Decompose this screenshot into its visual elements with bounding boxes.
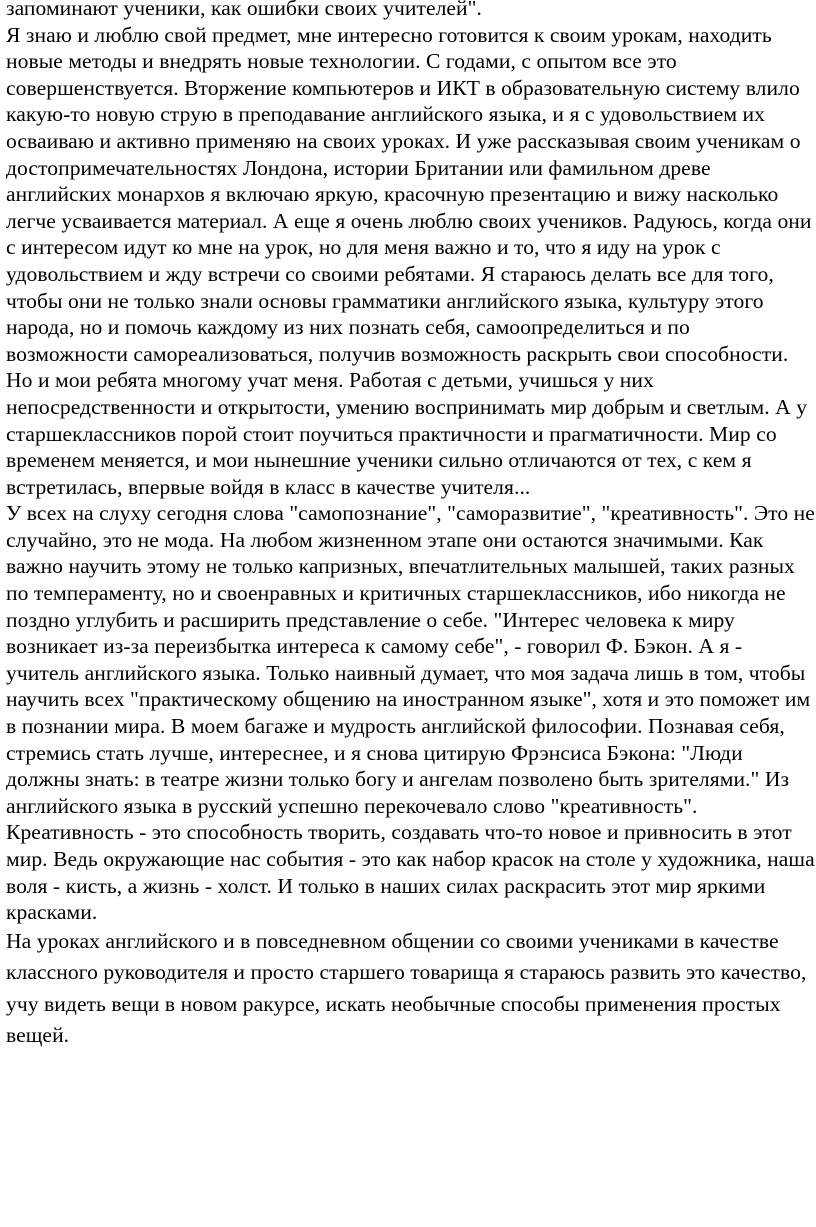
paragraph-developing-creativity: На уроках английского и в повседневном общении со своими учениками в качестве классного руководителя и просто старшего товарища я стараюсь развить это качество, учу видеть вещи в новом ракурсе, искать необычные способы применения простых вещей. — [6, 928, 807, 1048]
paragraph-love-of-subject: Я знаю и люблю свой предмет, мне интересно готовится к своим урокам, находить новые методы и внедрять новые технологии. С годами, с опытом все это совершенствуется. Вторжение компьютеров и ИКТ в образовательную систему влило какую-то новую струю в преподавание английского языка, и я с удовольствием их осваиваю и активно применяю на своих уроках. И уже рассказывая своим ученикам о достопримечательностях Лондона, истории Британии или фамильном древе английских монархов я включаю яркую, красочную презентацию и вижу насколько легче усваивается материал. А еще я очень люблю своих учеников. Радуюсь, когда они с интересом идут ко мне на урок, но для меня важно и то, что я иду на урок с удовольствием и жду встречи со своими ребятами. Я стараюсь делать все для того, чтобы они не только знали основы грамматики английского языка, культуру этого народа, но и помочь каждому из них познать себя, самоопределиться и по возможности самореализоваться, получив возможность раскрыть свои способности. Но и мои ребята многому учат меня. Работая с детьми, учишься у них непосредственности и открытости, умению воспринимать мир добрым и светлым. А у старшеклассников порой стоит поучиться практичности и прагматичности. Мир со временем меняется, и мои нынешние ученики сильно отличаются от тех, с кем я встретилась, впервые войдя в класс в качестве учителя... — [6, 22, 812, 499]
paragraph-self-knowledge-creativity: У всех на слуху сегодня слова "самопознание", "саморазвитие", "креативность". Это не случайно, это не мода. На любом жизненном этапе они остаются значимыми. Как важно научить этому не только капризных, впечатлительных малышей, таких разных по темпераменту, но и своенравных и критичных старшеклассников, ибо никогда не поздно углубить и расширить представление о себе. "Интерес человека к миру возникает из-за переизбытка интереса к самому себе", - говорил Ф. Бэкон. А я - учитель английского языка. Только наивный думает, что моя задача лишь в том, чтобы научить всех "практическому общению на иностранном языке", хотя и это поможет им в познании мира. В моем багаже и мудрость английской философии. Познавая себя, стремись стать лучше, интереснее, и я снова цитирую Фрэнсиса Бэкона: "Люди должны знать: в театре жизни только богу и ангелам позволено быть зрителями." Из английского языка в русский успешно перекочевало слово "креативность". Креативность - это способность творить, создавать что-то новое и привносить в этот мир. Ведь окружающие нас события - это как набор красок на столе у художника, наша воля - кисть, а жизнь - холст. И только в наших силах раскрасить этот мир яркими красками. — [6, 501, 815, 925]
paragraph-opening-quote-ending: запоминают ученики, как ошибки своих учителей". — [6, 0, 482, 20]
